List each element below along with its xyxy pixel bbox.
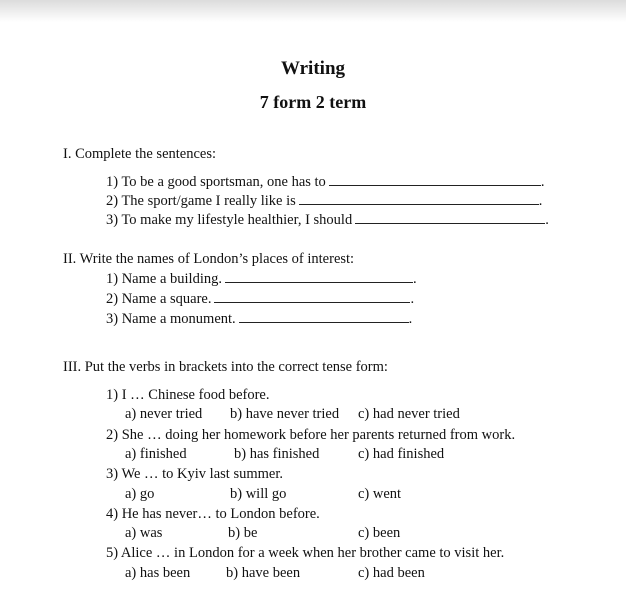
item-text: 1) Name a building. xyxy=(106,271,222,287)
option-a: a) has been xyxy=(125,565,191,581)
option-b: b) have been xyxy=(226,565,301,581)
section-2-item xyxy=(106,290,414,308)
answer-blank xyxy=(225,270,413,283)
answer-blank xyxy=(239,310,409,323)
answer-blank xyxy=(214,290,410,303)
section-1-item xyxy=(106,192,542,210)
option-a: a) never tried xyxy=(125,406,203,422)
option-b: b) have never tried xyxy=(230,406,340,422)
option-c: c) had never tried xyxy=(358,406,460,422)
answer-blank xyxy=(299,192,539,205)
item-text: 2) Name a square. xyxy=(106,291,212,307)
option-b: b) be xyxy=(228,525,258,541)
option-c: c) had been xyxy=(358,565,425,581)
answer-blank xyxy=(329,173,541,186)
item-end: . xyxy=(545,212,549,228)
item-end: . xyxy=(412,271,417,287)
question-text: 4) He has never… to London before. xyxy=(106,506,320,522)
item-text: 3) Name a monument. xyxy=(106,311,236,327)
section-1-item xyxy=(106,211,549,229)
top-shadow xyxy=(0,0,626,22)
option-a: a) go xyxy=(125,486,155,502)
page-subtitle: 7 form 2 term xyxy=(259,92,367,112)
item-end: . xyxy=(408,311,413,327)
question-text: 1) I … Chinese food before. xyxy=(106,387,270,403)
option-a: a) finished xyxy=(125,446,187,462)
option-a: a) was xyxy=(125,525,163,541)
page-title: Writing xyxy=(280,58,346,79)
option-c: c) been xyxy=(358,525,401,541)
section-2-item xyxy=(106,270,417,288)
question-text: 2) She … doing her homework before her parents returned from work. xyxy=(106,427,516,443)
section-1-item xyxy=(106,173,544,191)
option-c: c) had finished xyxy=(358,446,445,462)
item-text: 3) To make my lifestyle healthier, I should xyxy=(106,212,353,228)
section-3-heading: III. Put the verbs in brackets into the correct tense form: xyxy=(63,359,388,375)
answer-blank xyxy=(355,211,545,224)
question-text: 5) Alice … in London for a week when her brother came to visit her. xyxy=(106,545,505,561)
item-end: . xyxy=(540,174,545,190)
section-2-heading: II. Write the names of London’s places of interest: xyxy=(63,251,355,267)
item-text: 2) The sport/game I really like is xyxy=(106,193,296,209)
option-c: c) went xyxy=(358,486,402,502)
item-end: . xyxy=(410,291,415,307)
section-2-item xyxy=(106,310,412,328)
item-text: 1) To be a good sportsman, one has to xyxy=(106,174,326,190)
item-end: . xyxy=(538,193,543,209)
option-b: b) will go xyxy=(230,486,287,502)
option-b: b) has finished xyxy=(234,446,320,462)
section-1-heading: I. Complete the sentences: xyxy=(63,146,217,162)
question-text: 3) We … to Kyiv last summer. xyxy=(106,466,283,482)
